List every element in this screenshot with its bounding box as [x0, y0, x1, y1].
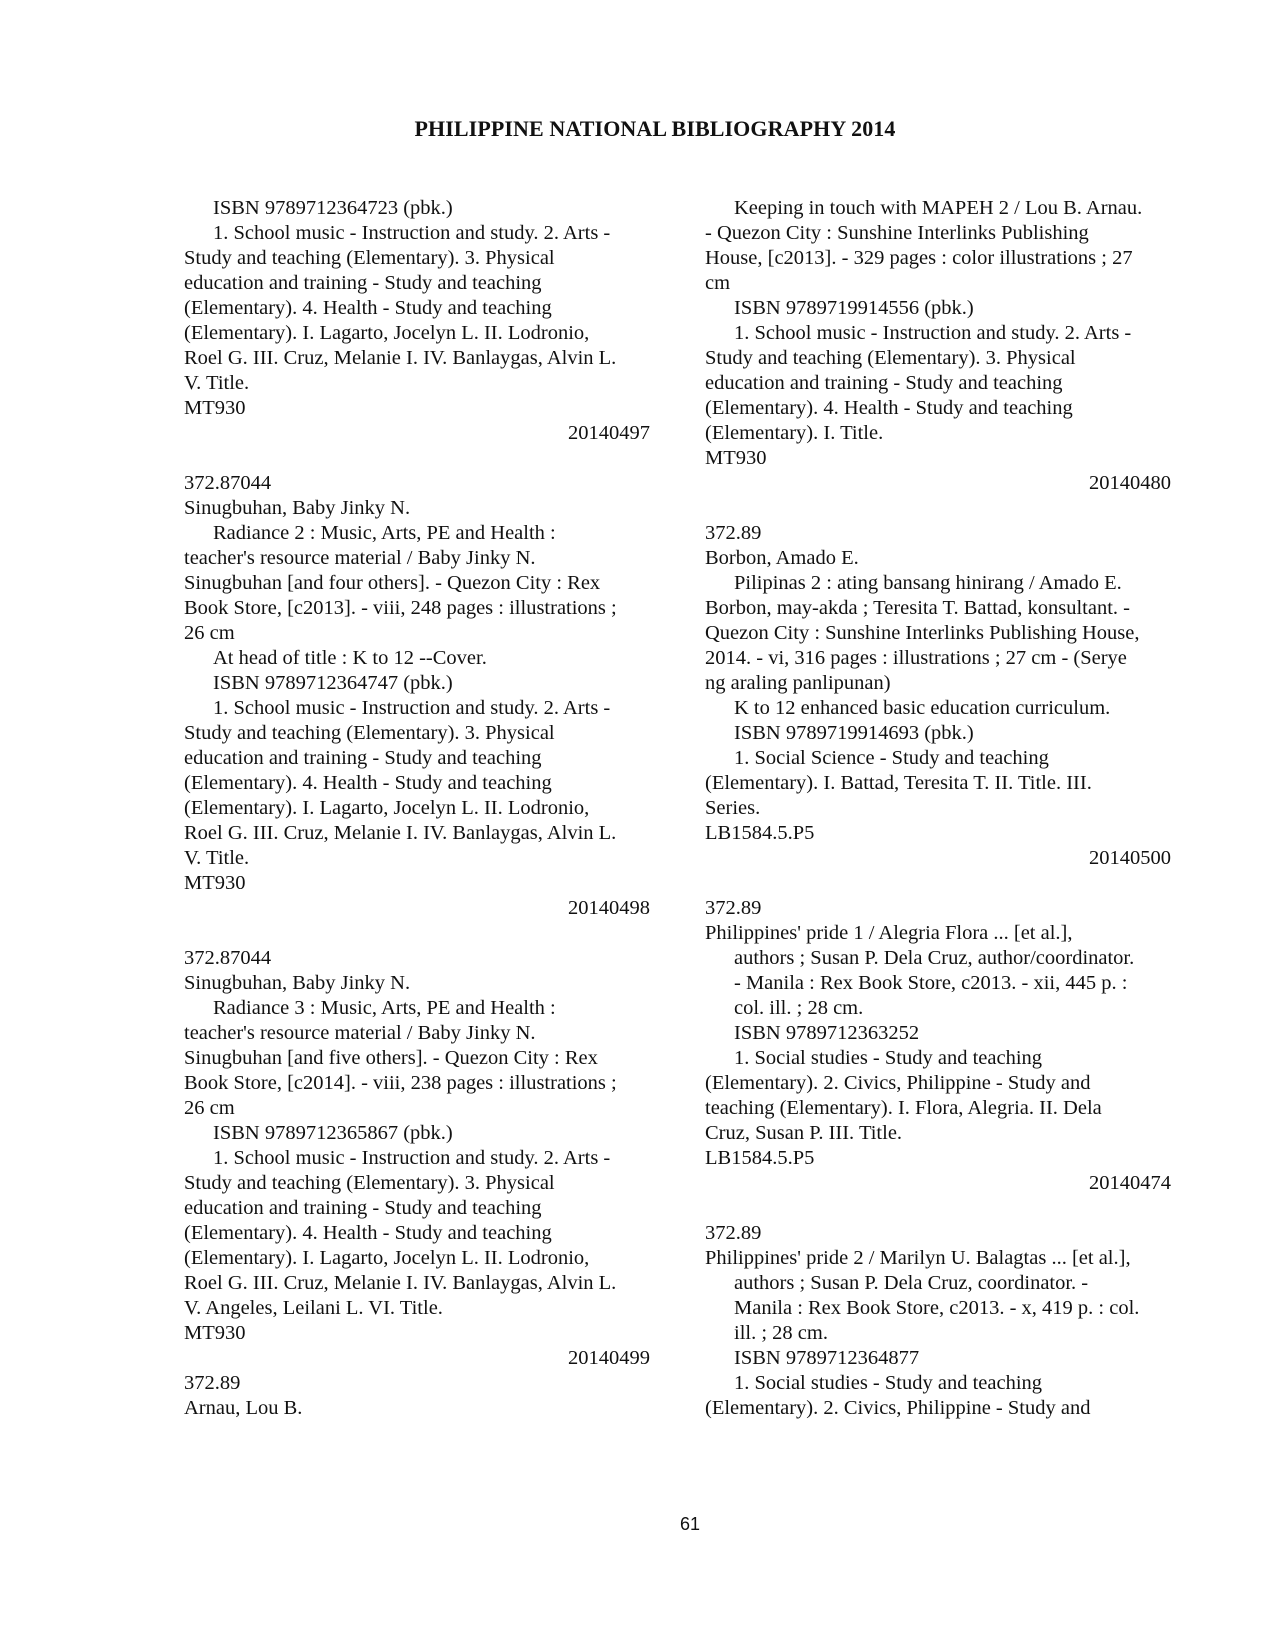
call-number: MT930 [184, 1322, 246, 1344]
subject-line: 1. Social studies - Study and teaching [734, 1372, 1043, 1394]
author-line: Sinugbuhan, Baby Jinky N. [184, 972, 411, 994]
note-line: K to 12 enhanced basic education curriculum. [734, 697, 1111, 719]
classification-number: 372.89 [705, 522, 762, 544]
title-line: teacher's resource material / Baby Jinky N. [184, 547, 536, 569]
subject-line: (Elementary). I. Lagarto, Jocelyn L. II. Lodronio, [184, 322, 590, 344]
isbn-line: ISBN 9789712364747 (pbk.) [213, 672, 453, 694]
title-line: Quezon City : Sunshine Interlinks Publishing House, [705, 622, 1140, 644]
subject-line: Roel G. III. Cruz, Melanie I. IV. Banlaygas, Alvin L. [184, 347, 617, 369]
subject-line: V. Title. [184, 372, 250, 394]
title-line: 2014. - vi, 316 pages : illustrations ; 27 cm - (Serye [705, 647, 1127, 669]
subject-line: (Elementary). I. Title. [705, 422, 884, 444]
isbn-line: ISBN 9789712365867 (pbk.) [213, 1122, 453, 1144]
title-line: cm [705, 272, 731, 294]
isbn-line: ISBN 9789719914693 (pbk.) [734, 722, 974, 744]
subject-line: Study and teaching (Elementary). 3. Physical [184, 247, 555, 269]
subject-line: education and training - Study and teaching [705, 372, 1063, 394]
call-number: MT930 [184, 872, 246, 894]
isbn-line: ISBN 9789712363252 [734, 1022, 920, 1044]
subject-line: 1. Social studies - Study and teaching [734, 1047, 1043, 1069]
title-line: - Quezon City : Sunshine Interlinks Publishing [705, 222, 1089, 244]
accession-number: 20140497 [568, 422, 650, 444]
classification-number: 372.87044 [184, 472, 272, 494]
title-line: Philippines' pride 2 / Marilyn U. Balagtas ... [et al.], [705, 1247, 1131, 1269]
call-number: MT930 [705, 447, 767, 469]
title-line: Philippines' pride 1 / Alegria Flora ... [et al.], [705, 922, 1073, 944]
subject-line: Study and teaching (Elementary). 3. Physical [184, 1172, 555, 1194]
subject-line: Series. [705, 797, 761, 819]
title-line: - Manila : Rex Book Store, c2013. - xii, 445 p. : [734, 972, 1128, 994]
title-line: ng araling panlipunan) [705, 672, 891, 694]
title-line: Radiance 3 : Music, Arts, PE and Health : [213, 997, 556, 1019]
isbn-line: ISBN 9789712364723 (pbk.) [213, 197, 453, 219]
subject-line: 1. Social Science - Study and teaching [734, 747, 1049, 769]
subject-line: Study and teaching (Elementary). 3. Physical [705, 347, 1076, 369]
page-title: PHILIPPINE NATIONAL BIBLIOGRAPHY 2014 [414, 116, 896, 141]
title-line: authors ; Susan P. Dela Cruz, coordinator. - [734, 1272, 1089, 1294]
isbn-line: ISBN 9789712364877 [734, 1347, 920, 1369]
subject-line: V. Title. [184, 847, 250, 869]
accession-number: 20140498 [568, 897, 650, 919]
title-line: House, [c2013]. - 329 pages : color illustrations ; 27 [705, 247, 1133, 269]
author-line: Borbon, Amado E. [705, 547, 859, 569]
isbn-line: ISBN 9789719914556 (pbk.) [734, 297, 974, 319]
subject-line: (Elementary). 2. Civics, Philippine - Study and [705, 1072, 1091, 1094]
right-column [705, 196, 1185, 1421]
call-number: MT930 [184, 397, 246, 419]
subject-line: education and training - Study and teaching [184, 1197, 542, 1219]
call-number: LB1584.5.P5 [705, 1147, 815, 1169]
subject-line: V. Angeles, Leilani L. VI. Title. [184, 1297, 443, 1319]
title-line: Book Store, [c2013]. - viii, 248 pages : illustrations ; [184, 597, 617, 619]
subject-line: (Elementary). 4. Health - Study and teaching [184, 772, 552, 794]
subject-line: 1. School music - Instruction and study. 2. Arts - [734, 322, 1132, 344]
author-line: Sinugbuhan, Baby Jinky N. [184, 497, 411, 519]
accession-number: 20140499 [568, 1347, 650, 1369]
note-line: At head of title : K to 12 --Cover. [213, 647, 487, 669]
title-line: col. ill. ; 28 cm. [734, 997, 864, 1019]
subject-line: 1. School music - Instruction and study. 2. Arts - [213, 222, 611, 244]
title-line: Keeping in touch with MAPEH 2 / Lou B. Arnau. [734, 197, 1143, 219]
title-line: Borbon, may-akda ; Teresita T. Battad, konsultant. - [705, 597, 1130, 619]
subject-line: (Elementary). I. Lagarto, Jocelyn L. II. Lodronio, [184, 1247, 590, 1269]
subject-line: education and training - Study and teaching [184, 272, 542, 294]
title-line: Book Store, [c2014]. - viii, 238 pages : illustrations ; [184, 1072, 617, 1094]
subject-line: education and training - Study and teaching [184, 747, 542, 769]
accession-number: 20140474 [1089, 1172, 1171, 1194]
classification-number: 372.89 [184, 1372, 241, 1394]
classification-number: 372.87044 [184, 947, 272, 969]
subject-line: 1. School music - Instruction and study. 2. Arts - [213, 1147, 611, 1169]
subject-line: teaching (Elementary). I. Flora, Alegria. II. Dela [705, 1097, 1102, 1119]
title-line: 26 cm [184, 1097, 235, 1119]
title-line: teacher's resource material / Baby Jinky N. [184, 1022, 536, 1044]
subject-line: Cruz, Susan P. III. Title. [705, 1122, 903, 1144]
call-number: LB1584.5.P5 [705, 822, 815, 844]
title-line: Pilipinas 2 : ating bansang hinirang / Amado E. [734, 572, 1122, 594]
subject-line: (Elementary). 4. Health - Study and teaching [184, 297, 552, 319]
title-line: Sinugbuhan [and five others]. - Quezon City : Rex [184, 1047, 598, 1069]
accession-number: 20140480 [1089, 472, 1171, 494]
subject-line: 1. School music - Instruction and study. 2. Arts - [213, 697, 611, 719]
page-number: 61 [679, 1514, 701, 1534]
title-line: Manila : Rex Book Store, c2013. - x, 419 p. : col. [734, 1297, 1140, 1319]
title-line: ill. ; 28 cm. [734, 1322, 828, 1344]
subject-line: (Elementary). 4. Health - Study and teaching [184, 1222, 552, 1244]
title-line: authors ; Susan P. Dela Cruz, author/coordinator. [734, 947, 1135, 969]
subject-line: (Elementary). 4. Health - Study and teaching [705, 397, 1073, 419]
subject-line: Roel G. III. Cruz, Melanie I. IV. Banlaygas, Alvin L. [184, 822, 617, 844]
title-line: 26 cm [184, 622, 235, 644]
title-line: Sinugbuhan [and four others]. - Quezon City : Rex [184, 572, 601, 594]
subject-line: (Elementary). I. Battad, Teresita T. II. Title. III. [705, 772, 1092, 794]
title-line: Radiance 2 : Music, Arts, PE and Health : [213, 522, 556, 544]
subject-line: (Elementary). I. Lagarto, Jocelyn L. II. Lodronio, [184, 797, 590, 819]
classification-number: 372.89 [705, 897, 762, 919]
subject-line: Roel G. III. Cruz, Melanie I. IV. Banlaygas, Alvin L. [184, 1272, 617, 1294]
classification-number: 372.89 [705, 1222, 762, 1244]
left-column [184, 196, 654, 1421]
subject-line: Study and teaching (Elementary). 3. Physical [184, 722, 555, 744]
author-line: Arnau, Lou B. [184, 1397, 303, 1419]
accession-number: 20140500 [1089, 847, 1171, 869]
subject-line: (Elementary). 2. Civics, Philippine - Study and [705, 1397, 1091, 1419]
